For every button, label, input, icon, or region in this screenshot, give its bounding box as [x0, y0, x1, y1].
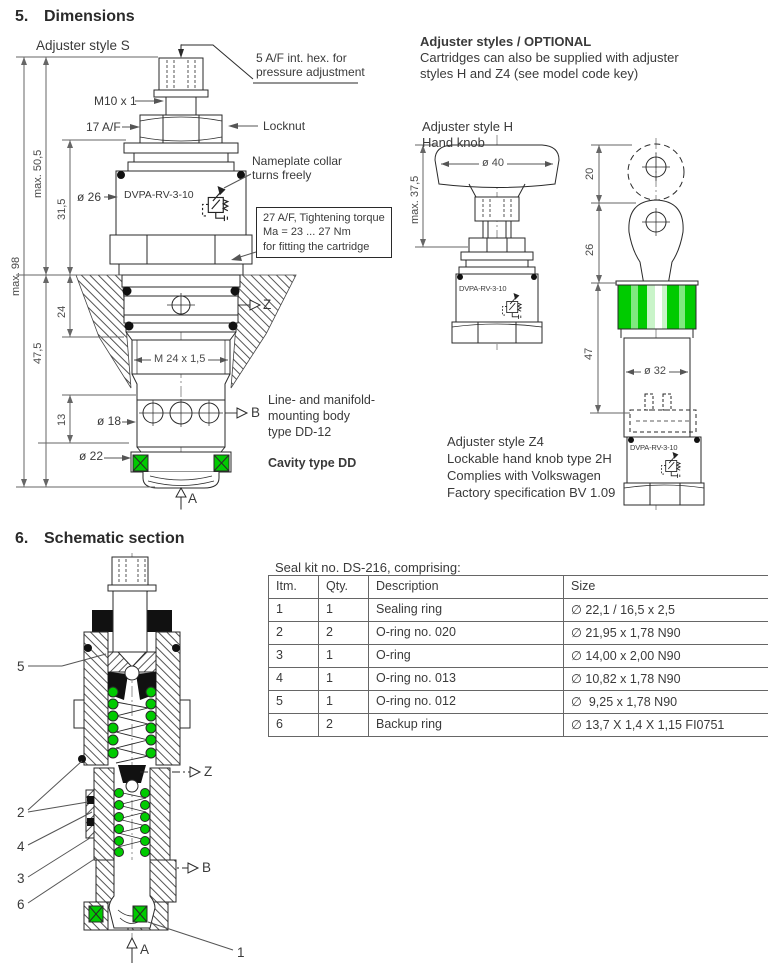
cell-itm: 2: [268, 622, 318, 644]
col-header-desc: Description: [368, 576, 563, 598]
body-note-line1: Line- and manifold-: [268, 393, 376, 407]
body-note-line2: mounting body: [268, 409, 351, 423]
table-row: [268, 691, 768, 714]
callout-2: 2: [17, 805, 25, 820]
af17-label: 17 A/F: [86, 120, 121, 134]
dim-max505: max. 50,5: [32, 149, 44, 198]
dim-315: 31,5: [56, 198, 68, 220]
nameplate-note-line2: turns freely: [252, 168, 312, 182]
style-h-subtitle: Hand knob: [422, 135, 485, 150]
port-z-label-schematic: Z: [204, 764, 213, 779]
seal-kit-table: [268, 575, 768, 737]
cell-size: ∅ 22,1 / 16,5 x 2,5: [563, 599, 768, 621]
model-label-s: DVPA-RV-3-10: [124, 189, 194, 201]
section5-number: 5.: [15, 8, 29, 25]
cell-itm: 6: [268, 714, 318, 736]
cell-itm: 5: [268, 691, 318, 713]
table-row: [268, 599, 768, 622]
seal-kit-header-row: [268, 576, 768, 599]
z4-caption-line1: Adjuster style Z4: [447, 434, 544, 449]
dim-max98: max. 98: [10, 256, 22, 296]
port-a-label-s: A: [188, 491, 198, 506]
torque-line3: for fitting the cartridge: [263, 240, 370, 253]
cell-qty: 1: [318, 691, 368, 713]
cell-desc: O-ring no. 020: [368, 622, 563, 644]
callout-3: 3: [17, 871, 25, 886]
cell-desc: Sealing ring: [368, 599, 563, 621]
cell-itm: 1: [268, 599, 318, 621]
dim-13: 13: [56, 413, 68, 426]
section6-number: 6.: [15, 530, 29, 547]
section6-title: Schematic section: [44, 530, 185, 547]
table-row: [268, 668, 768, 691]
callout-1: 1: [237, 945, 245, 960]
dia26-label: ø 26: [77, 190, 102, 204]
z4-caption-line4: Factory specification BV 1.09: [447, 485, 616, 500]
cell-itm: 4: [268, 668, 318, 690]
optional-line1: Cartridges can also be supplied with adjuster: [420, 50, 679, 65]
col-header-itm: Itm.: [268, 576, 318, 598]
locknut-label: Locknut: [263, 119, 306, 133]
m24-dim-label: M 24 x 1,5: [151, 353, 208, 365]
optional-title: Adjuster styles / OPTIONAL: [420, 34, 592, 49]
cell-desc: O-ring no. 013: [368, 668, 563, 690]
dim-475: 47,5: [32, 342, 44, 364]
table-row: [268, 714, 768, 737]
section5-title: Dimensions: [44, 8, 135, 25]
torque-note-box: [256, 207, 392, 258]
port-b-label-s: B: [251, 405, 261, 420]
port-a-label-schematic: A: [140, 942, 150, 957]
cell-desc: O-ring: [368, 645, 563, 667]
callout-5: 5: [17, 659, 25, 674]
port-b-label-schematic: B: [202, 860, 212, 875]
dim-24: 24: [56, 305, 68, 318]
thread-m10-label: M10 x 1: [94, 94, 137, 108]
col-header-qty: Qty.: [318, 576, 368, 598]
dim-47: 47: [583, 347, 595, 360]
cell-desc: Backup ring: [368, 714, 563, 736]
dim-26: 26: [584, 243, 596, 256]
cell-qty: 1: [318, 668, 368, 690]
cell-size: ∅ 10,82 x 1,78 N90: [563, 668, 768, 690]
body-note-line3: type DD-12: [268, 425, 332, 439]
torque-line2: Ma = 23 ... 27 Nm: [263, 226, 351, 239]
nameplate-note-line1: Nameplate collar: [252, 154, 343, 168]
cell-size: ∅ 21,95 x 1,78 N90: [563, 622, 768, 644]
dim-max375: max. 37,5: [409, 175, 421, 224]
z4-caption-line3: Complies with Volkswagen: [447, 468, 601, 483]
model-label-h: DVPA-RV-3-10: [459, 284, 507, 293]
z4-caption-line2: Lockable hand knob type 2H: [447, 451, 612, 466]
dia18-label: ø 18: [97, 414, 122, 428]
style-s-drawing: [16, 44, 358, 510]
cell-desc: O-ring no. 012: [368, 691, 563, 713]
table-row: [268, 622, 768, 645]
callout-6: 6: [17, 897, 25, 912]
cell-size: ∅ 13,7 X 1,4 X 1,15 FI0751: [563, 714, 768, 736]
optional-line2: styles H and Z4 (see model code key): [420, 66, 639, 81]
hex-note-line1: 5 A/F int. hex. for: [256, 51, 347, 65]
cell-qty: 2: [318, 714, 368, 736]
callout-4: 4: [17, 839, 25, 854]
cell-itm: 3: [268, 645, 318, 667]
dia22-label: ø 22: [79, 449, 104, 463]
schematic-drawing: [28, 553, 233, 965]
cell-size: ∅ 14,00 x 2,00 N90: [563, 645, 768, 667]
torque-line1: 27 A/F, Tightening torque: [263, 212, 385, 224]
table-row: [268, 645, 768, 668]
model-label-z4: DVPA-RV-3-10: [630, 443, 678, 452]
hex-note-line2: pressure adjustment: [256, 65, 365, 79]
seal-kit-title: Seal kit no. DS-216, comprising:: [275, 560, 461, 575]
dia32-label: ø 32: [641, 365, 669, 377]
style-s-title: Adjuster style S: [36, 38, 130, 53]
col-header-size: Size: [563, 576, 768, 598]
cell-qty: 1: [318, 599, 368, 621]
dim-20: 20: [584, 167, 596, 180]
style-h-title: Adjuster style H: [422, 119, 514, 134]
cell-qty: 2: [318, 622, 368, 644]
cavity-type-label: Cavity type DD: [268, 456, 357, 470]
port-z-label-s: Z: [263, 297, 272, 312]
cell-qty: 1: [318, 645, 368, 667]
dia40-label: ø 40: [479, 157, 507, 169]
cell-size: ∅ 9,25 x 1,78 N90: [563, 691, 768, 713]
